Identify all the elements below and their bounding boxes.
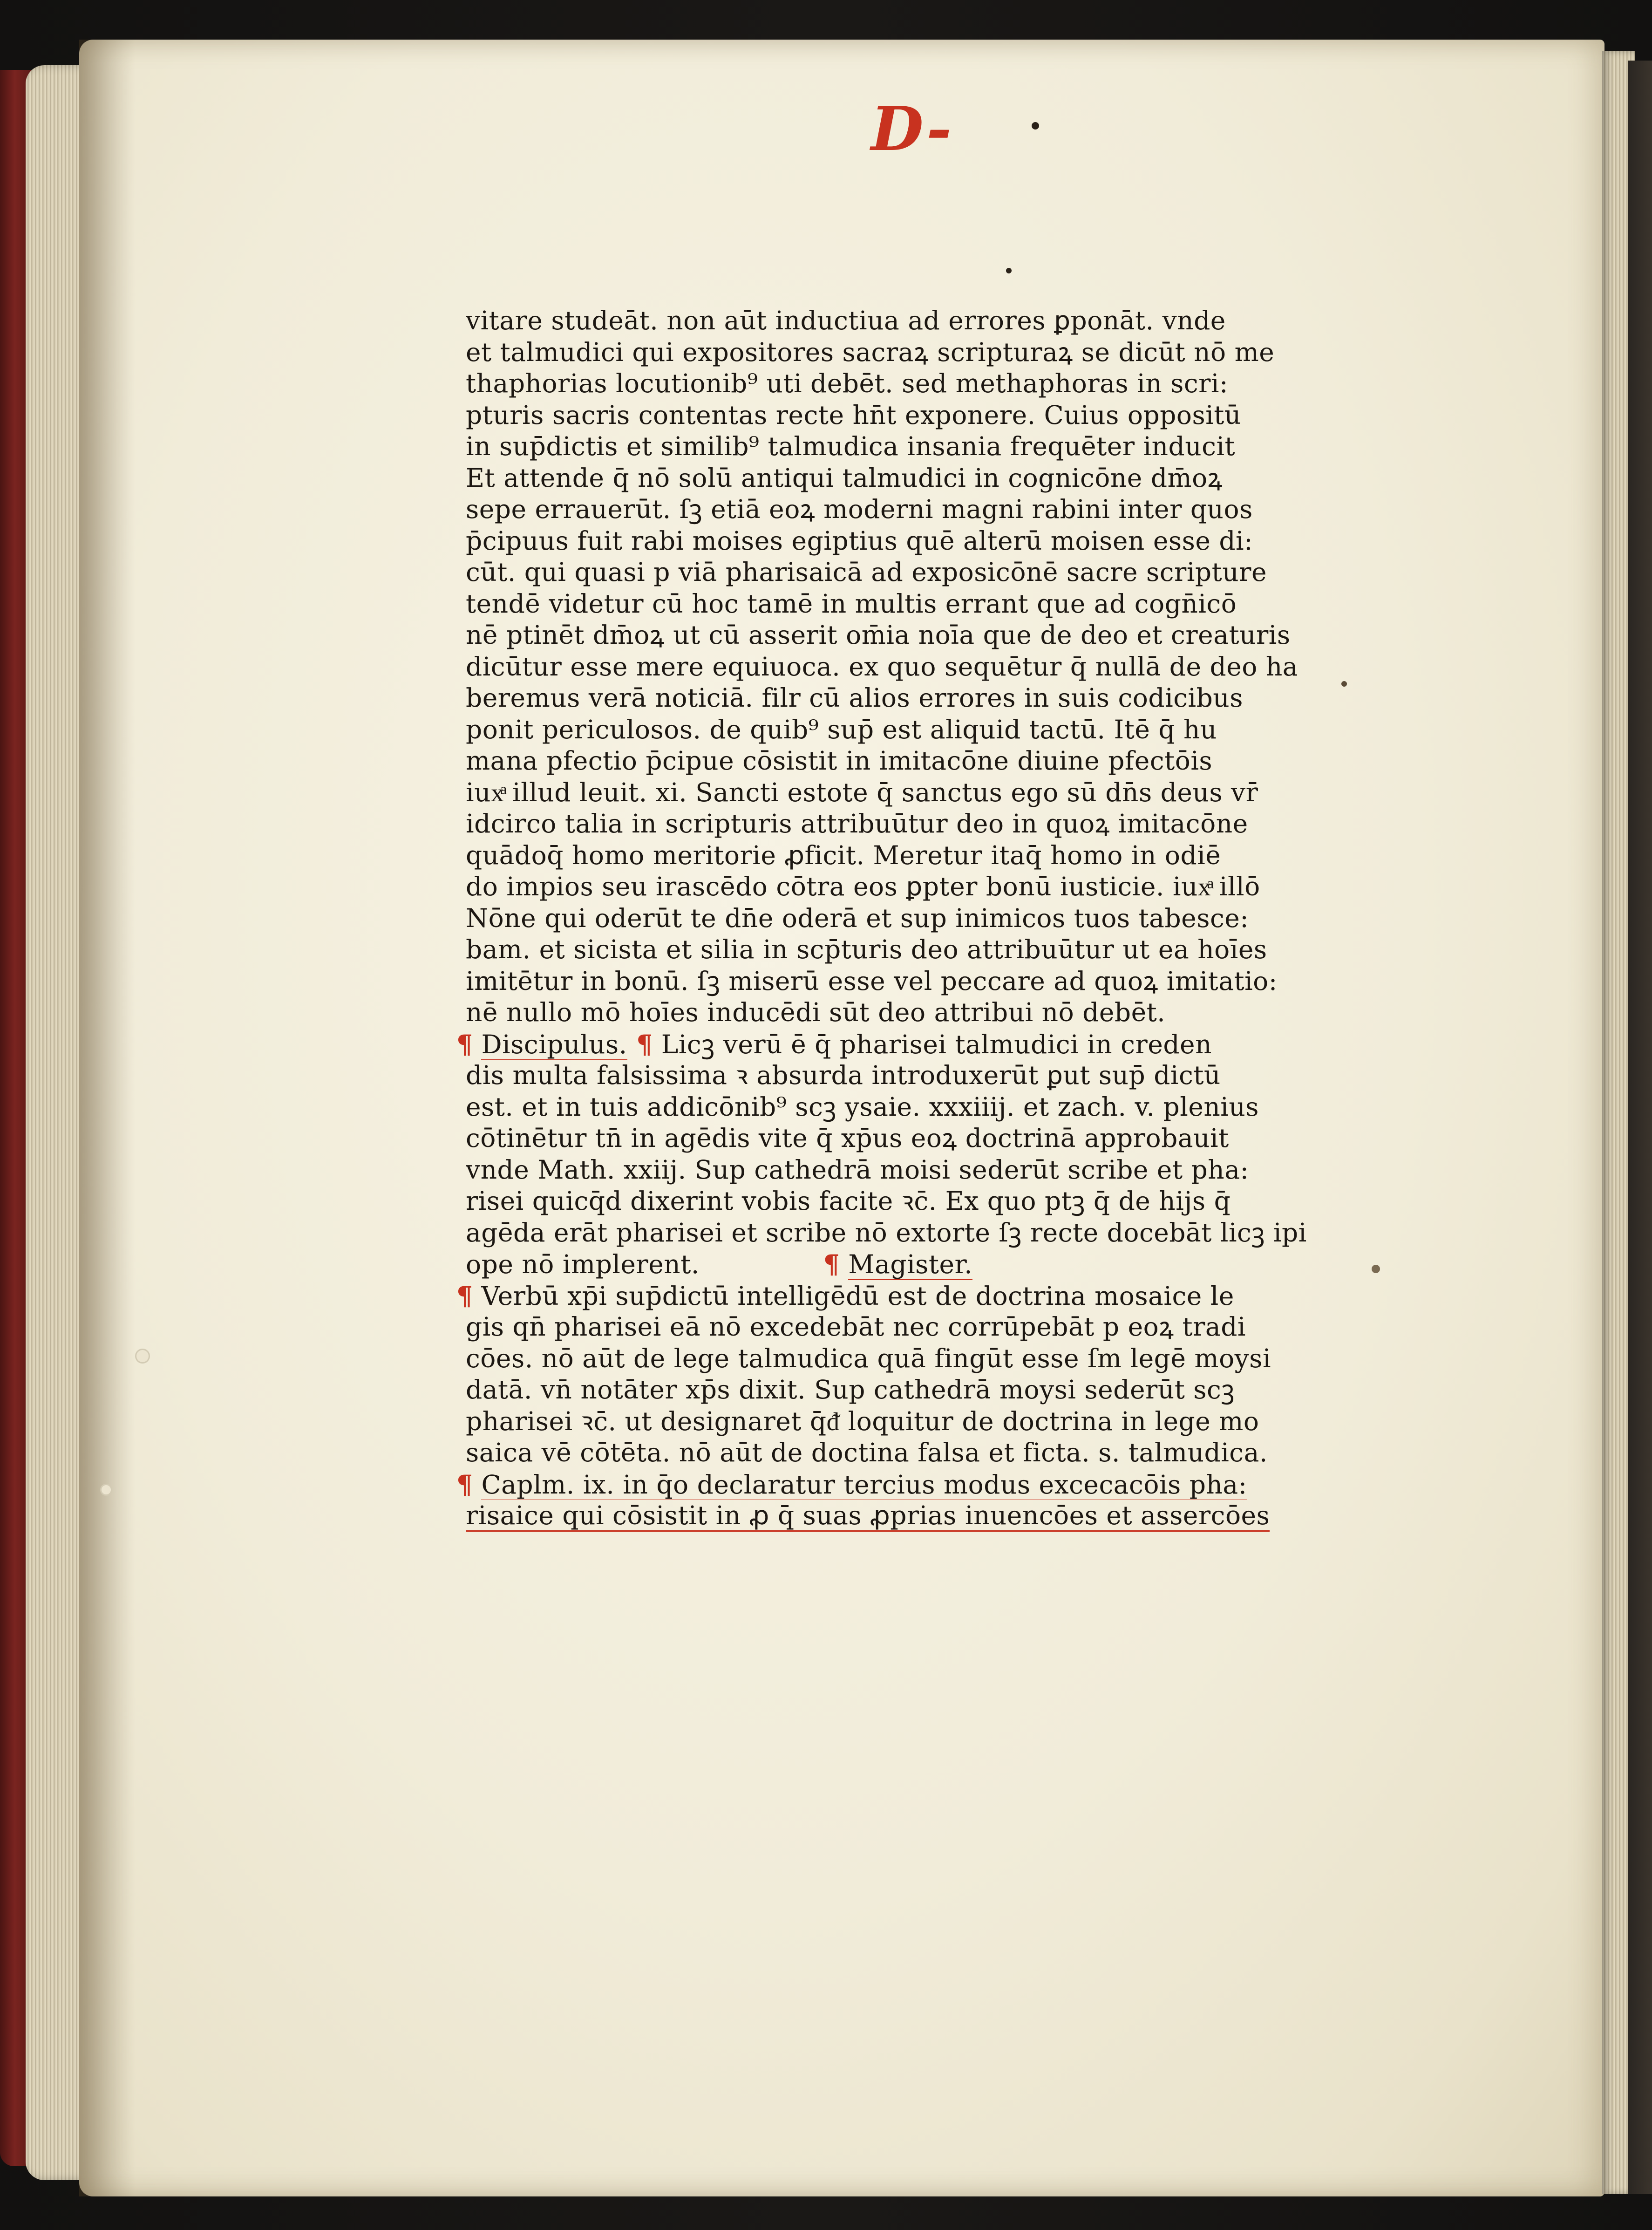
text-line: ponit periculosos. de quib⁹ sup̄ est aliquid tactū. Itē q̄ hu	[466, 714, 1217, 744]
pilcrow-mark: ¶	[823, 1249, 840, 1279]
text-line: pturis sacris contentas recte hn̄t exponere. Cuius oppositū	[466, 400, 1241, 430]
text-line: Et attende q̄ nō solū antiqui talmudici in cognicōne dm̄oꝝ	[466, 463, 1223, 493]
text-line: cōtinētur tn̄ in agēdis vite q̄ xp̄us eoꝝ doctrinā approbauit	[466, 1123, 1229, 1153]
text-line	[456, 1280, 1360, 1312]
text-line: beremus verā noticiā. filr cū alios errores in suis codicibus	[466, 683, 1243, 713]
signature-mark: D-	[871, 93, 954, 164]
text-line: Nōne qui oderūt te dn̄e oderā et sup inimicos tuos tabesce:	[466, 903, 1249, 933]
text-line: quādoq̄ homo meritorie ꝓficit. Meretur itaq̄ homo in odiē	[466, 840, 1221, 870]
text-fragment: ope nō implerent.	[466, 1249, 700, 1279]
ink-dot	[1006, 268, 1012, 273]
text-line: thaphorias locutionib⁹ uti debēt. sed methaphoras in scri:	[466, 368, 1229, 398]
text-line: et talmudici qui expositores sacraꝝ scripturaꝝ se dicūt nō me	[466, 337, 1275, 367]
text-line: cūt. qui quasi p viā pharisaicā ad exposicōnē sacre scripture	[466, 557, 1267, 587]
rubric-magister: Magister.	[848, 1249, 972, 1280]
binding-hole	[135, 1349, 150, 1364]
right-binding	[1628, 61, 1652, 2194]
text-line: sepe errauerūt. ſꝫ etiā eoꝝ moderni magni rabini inter quos	[466, 494, 1253, 524]
text-line: gis qn̄ pharisei eā nō excedebāt nec corrūpebāt p eoꝝ tradi	[466, 1312, 1246, 1342]
text-line: risei quicq̄d dixerint vobis facite ꝛc̄. Ex quo ptꝫ q̄ de hijs q̄	[466, 1186, 1231, 1216]
ink-dot	[1372, 1265, 1380, 1273]
text-line: vitare studeāt. non aūt inductiua ad errores ꝑponāt. vnde	[466, 306, 1226, 335]
chapter-heading: Caplm. ix. in q̄o declaratur tercius modus excecacōis pha:	[481, 1470, 1247, 1500]
pilcrow-mark: ¶	[627, 1029, 653, 1059]
text-line: imitētur in bonū. ſꝫ miserū esse vel peccare ad quoꝝ imitatio:	[466, 966, 1278, 996]
text-line: nē ptinēt dm̄oꝝ ut cū asserit om̄ia noīa que de deo et creaturis	[466, 620, 1291, 650]
text-line: dis multa falsissima ꝛ absurda introduxerūt ꝑut sup̄ dictū	[466, 1060, 1221, 1090]
text-fragment: Licꝫ verū ē q̄ pharisei talmudici in creden	[653, 1029, 1212, 1059]
text-line: mana pfectio p̄cipue cōsistit in imitacōne diuine pfectōis	[466, 746, 1213, 776]
text-line: nē nullo mō hoīes inducēdi sūt deo attribui nō debēt.	[466, 997, 1166, 1027]
binding-hole	[100, 1484, 112, 1496]
text-line: p̄cipuus fuit rabi moises egiptius quē alterū moisen esse di:	[466, 525, 1253, 556]
text-line: tendē videtur cū hoc tamē in multis errant que ad cogn̄icō	[466, 588, 1237, 619]
text-line: datā. vn̄ notāter xp̄s dixit. Sup cathedrā moysi sederūt scꝫ	[466, 1375, 1235, 1405]
text-line: dicūtur esse mere equiuoca. ex quo sequētur q̄ nullā de deo ha	[466, 651, 1298, 682]
text-column	[456, 305, 1360, 1532]
text-line: do impios seu irascēdo cōtra eos ꝑpter bonū iusticie. iuxͣ illō	[466, 872, 1260, 901]
text-line: cōes. nō aūt de lege talmudica quā fingūt esse ſm legē moysi	[466, 1343, 1271, 1373]
text-line: idcirco talia in scripturis attribuūtur deo in quoꝝ imitacōne	[466, 809, 1248, 839]
text-line: iuxͣ illud leuit. xi. Sancti estote q̄ sanctus ego sū dn̄s deus vr̄	[466, 777, 1258, 807]
text-line: agēda erāt pharisei et scribe nō extorte ſꝫ recte docebāt licꝫ ipi	[466, 1217, 1307, 1248]
gutter-shadow	[79, 40, 135, 2196]
text-line	[456, 1029, 1360, 1060]
text-line: in sup̄dictis et similib⁹ talmudica insania frequēter inducit	[466, 431, 1236, 461]
text-line: est. et in tuis addicōnib⁹ scꝫ ysaie. xxxiiij. et zach. v. plenius	[466, 1091, 1259, 1122]
text-line: bam. et sicista et silia in scp̄turis deo attribuūtur ut ea hoīes	[466, 934, 1267, 964]
text-fragment: Verbū xp̄i sup̄dictū intelligēdū est de doctrina mosaice le	[481, 1281, 1234, 1311]
rubric-discipulus	[481, 1030, 1212, 1059]
text-line: saica vē cōtēta. nō aūt de doctina falsa et ficta. s. talmudica.	[466, 1438, 1268, 1467]
chapter-heading-cont: risaice qui cōsistit in ꝓ q̄ suas ꝓprias inuencōes et assercōes	[466, 1500, 1270, 1532]
pilcrow-mark: ¶	[456, 1280, 473, 1311]
pilcrow-mark: ¶	[456, 1029, 473, 1059]
ink-dot	[1032, 122, 1039, 130]
text-line	[456, 1469, 1360, 1500]
text-line: pharisei ꝛc̄. ut designaret q̄ᵭ loquitur de doctrina in lege mo	[466, 1406, 1259, 1436]
text-line	[466, 1248, 1360, 1280]
text-line	[466, 1500, 1360, 1532]
rubric-label: Discipulus.	[481, 1030, 627, 1060]
pilcrow-mark: ¶	[456, 1469, 473, 1500]
text-line: vnde Math. xxiij. Sup cathedrā moisi sederūt scribe et pha:	[466, 1154, 1249, 1185]
